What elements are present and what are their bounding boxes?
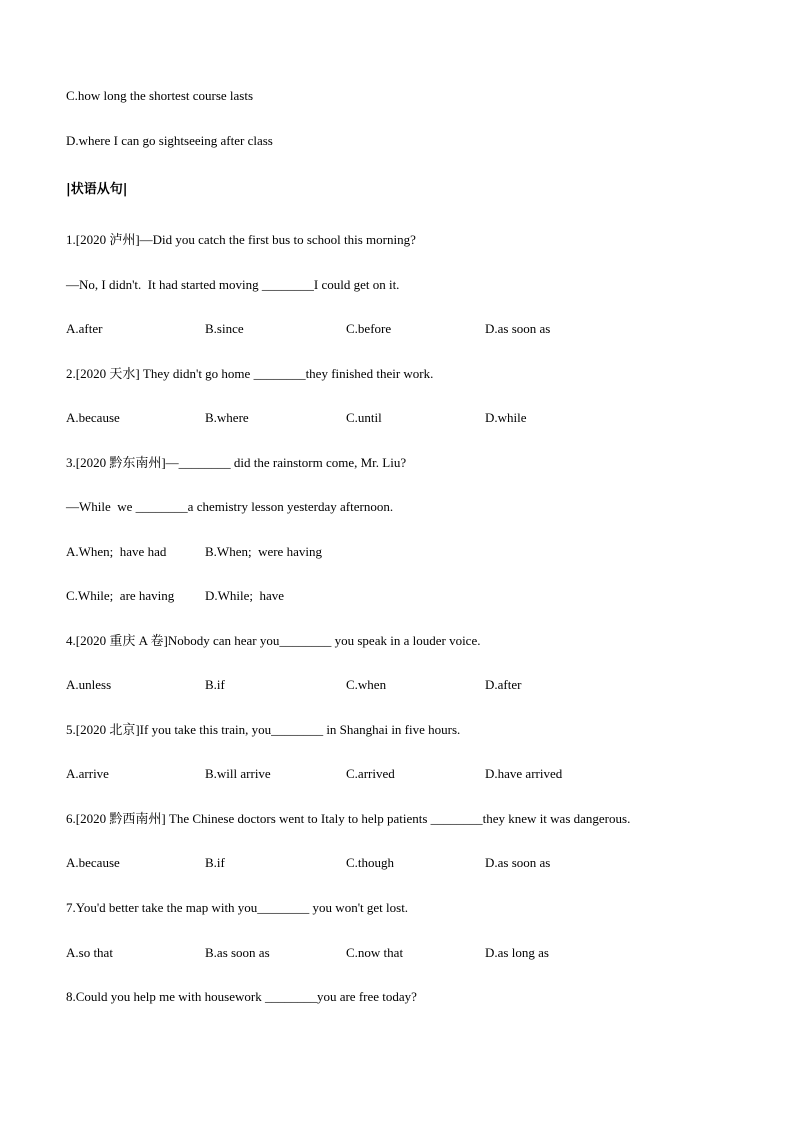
prev-option-d: D.where I can go sightseeing after class <box>66 133 273 148</box>
option-b: B.When; were having <box>205 544 322 559</box>
question-8-stem: 8.Could you help me with housework ________you are free today? <box>66 989 417 1004</box>
question-6-stem: 6.[2020 黔西南州] The Chinese doctors went to Italy to help patients ________they knew it was dangerous. <box>66 811 631 826</box>
question-3-stem: 3.[2020 黔东南州]—________ did the rainstorm come, Mr. Liu? <box>66 455 407 470</box>
option-b: B.if <box>205 677 225 692</box>
option-c: C.While; are having <box>66 588 175 603</box>
option-b: B.since <box>205 321 244 336</box>
prev-option-c: C.how long the shortest course lasts <box>66 88 254 103</box>
question-4-stem: 4.[2020 重庆 A 卷]Nobody can hear you________ you speak in a louder voice. <box>66 633 481 648</box>
option-b: B.as soon as <box>205 945 270 960</box>
question-3-stem-reply: —While we ________a chemistry lesson yesterday afternoon. <box>66 499 394 514</box>
option-b: B.if <box>205 855 225 870</box>
option-d: D.after <box>485 677 522 692</box>
option-a: A.so that <box>66 945 113 960</box>
option-a: A.because <box>66 855 120 870</box>
option-c: C.though <box>346 855 395 870</box>
option-d: D.as soon as <box>485 855 551 870</box>
option-c: C.arrived <box>346 766 395 781</box>
option-a: A.because <box>66 410 120 425</box>
question-1-stem: 1.[2020 泸州]—Did you catch the first bus to school this morning? <box>66 232 416 247</box>
option-d: D.While; have <box>205 588 285 603</box>
option-c: C.until <box>346 410 382 425</box>
option-d: D.while <box>485 410 527 425</box>
option-a: A.When; have had <box>66 544 167 559</box>
option-a: A.arrive <box>66 766 109 781</box>
option-b: B.where <box>205 410 249 425</box>
option-d: D.as long as <box>485 945 549 960</box>
option-a: A.unless <box>66 677 112 692</box>
option-b: B.will arrive <box>205 766 271 781</box>
option-c: C.now that <box>346 945 404 960</box>
option-c: C.before <box>346 321 392 336</box>
option-a: A.after <box>66 321 103 336</box>
question-2-stem: 2.[2020 天水] They didn't go home ________they finished their work. <box>66 366 434 381</box>
section-heading: |状语从句| <box>66 182 128 197</box>
question-1-stem-reply: —No, I didn't. It had started moving ________I could get on it. <box>66 277 400 292</box>
question-7-stem: 7.You'd better take the map with you________ you won't get lost. <box>66 900 409 915</box>
question-5-stem: 5.[2020 北京]If you take this train, you________ in Shanghai in five hours. <box>66 722 461 737</box>
option-c: C.when <box>346 677 387 692</box>
option-d: D.have arrived <box>485 766 563 781</box>
option-d: D.as soon as <box>485 321 551 336</box>
